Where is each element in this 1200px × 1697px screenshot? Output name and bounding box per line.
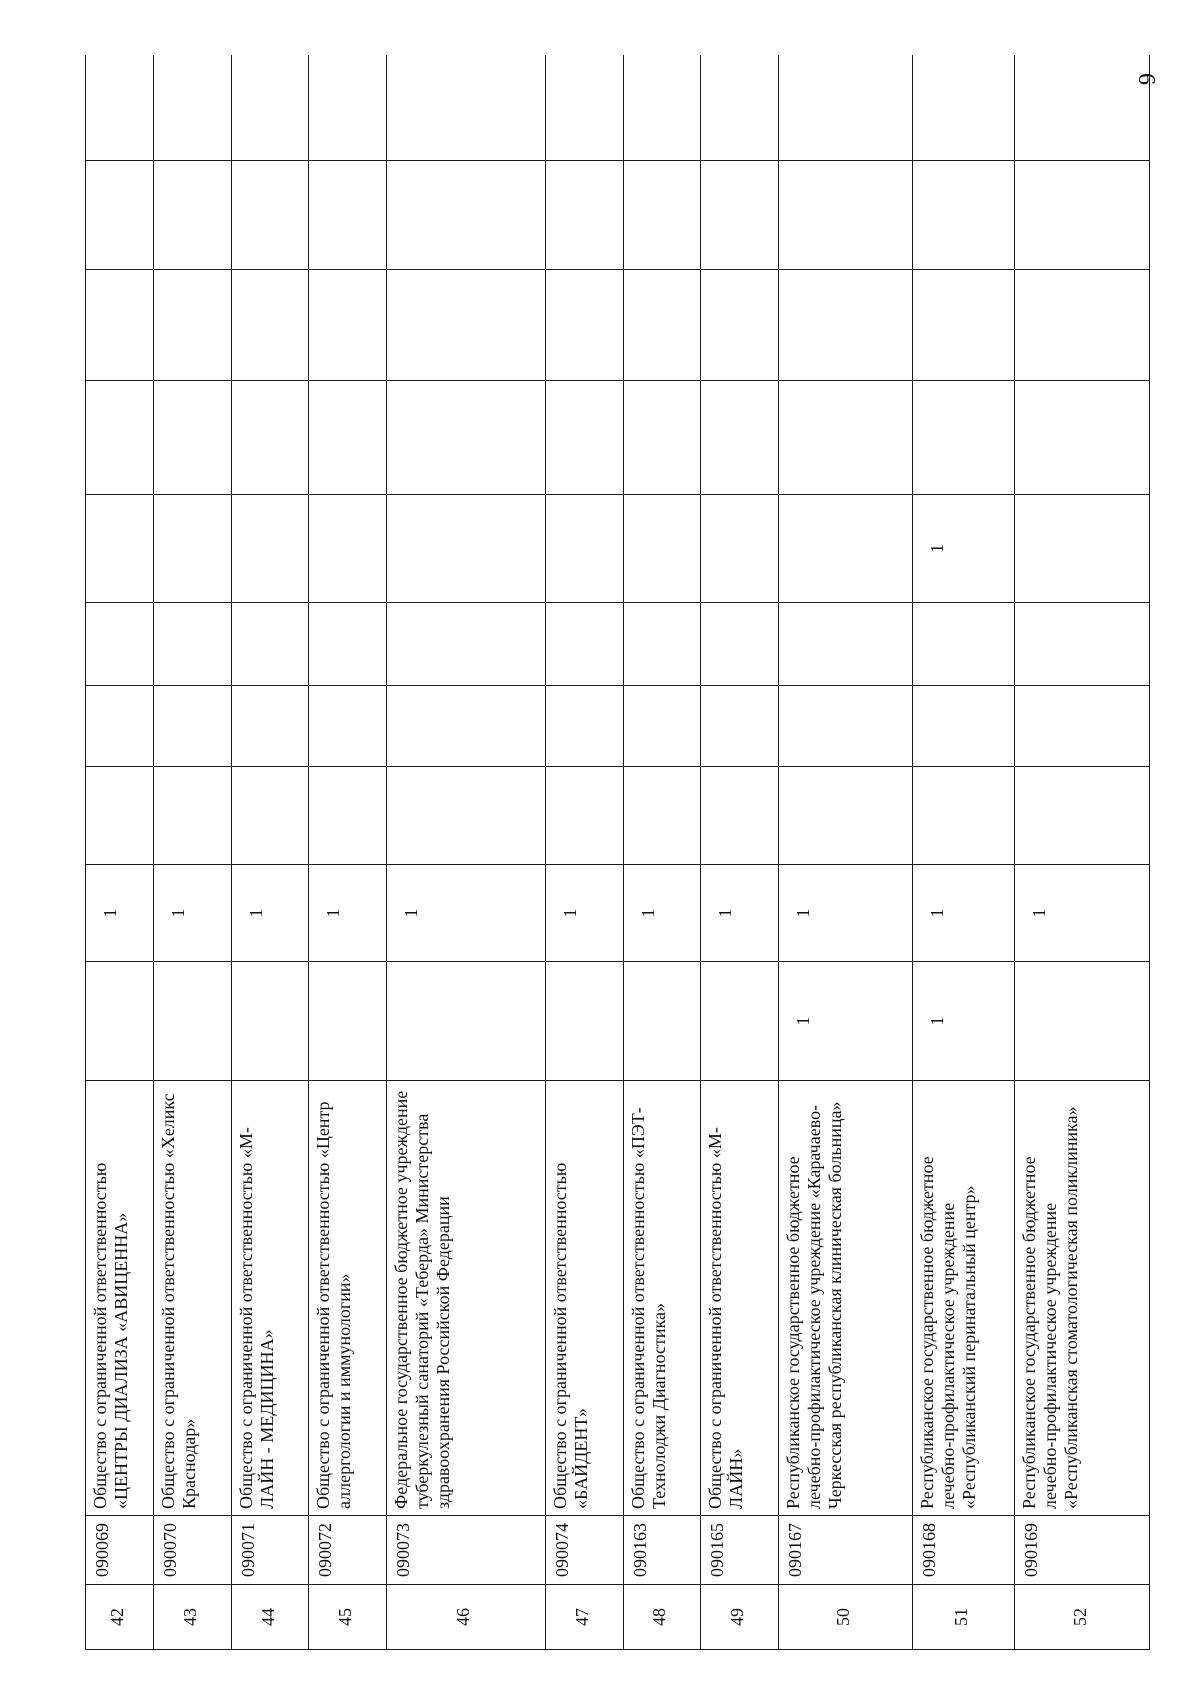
value-cell-col-4 bbox=[546, 686, 623, 767]
value-cell-col-10 bbox=[1015, 55, 1150, 161]
value-cell-col-5 bbox=[623, 603, 700, 686]
value-cell-col-1 bbox=[546, 962, 623, 1081]
value-cell-col-9 bbox=[1015, 161, 1150, 270]
value-cell-col-3 bbox=[701, 767, 778, 865]
row-number: 42 bbox=[86, 1585, 154, 1650]
table-viewport bbox=[85, 55, 1150, 1650]
value-cell-col-4 bbox=[1015, 686, 1150, 767]
value-cell-col-3 bbox=[86, 767, 154, 865]
organizations-table bbox=[85, 55, 1150, 1650]
value-cell-col-3 bbox=[778, 767, 912, 865]
value-cell-col-9 bbox=[154, 161, 231, 270]
value-cell-col-9 bbox=[623, 161, 700, 270]
row-number: 47 bbox=[546, 1585, 623, 1650]
organization-name: Республиканское государственное бюджетное лечебно-профилактическое учреждение «Карачаево-Черкесская республиканская клиническая больница» bbox=[778, 1081, 912, 1516]
organization-code: 090074 bbox=[546, 1516, 623, 1585]
organization-name: Республиканское государственное бюджетное лечебно-профилактическое учреждение «Республиканская стоматологическая поликлиника» bbox=[1015, 1081, 1150, 1516]
value-cell-col-7 bbox=[546, 381, 623, 495]
value-cell-col-2: 1 bbox=[623, 865, 700, 962]
value-cell-col-5 bbox=[86, 603, 154, 686]
value-cell-col-6 bbox=[86, 495, 154, 603]
value-cell-col-4 bbox=[309, 686, 386, 767]
organization-code: 090072 bbox=[309, 1516, 386, 1585]
table-row bbox=[386, 55, 545, 1650]
value-cell-col-10 bbox=[778, 55, 912, 161]
value-cell-col-1 bbox=[231, 962, 308, 1081]
value-cell-col-2: 1 bbox=[546, 865, 623, 962]
value-cell-col-7 bbox=[623, 381, 700, 495]
value-cell-col-9 bbox=[778, 161, 912, 270]
value-cell-col-10 bbox=[623, 55, 700, 161]
value-cell-col-1 bbox=[623, 962, 700, 1081]
value-cell-col-9 bbox=[546, 161, 623, 270]
value-cell-col-10 bbox=[154, 55, 231, 161]
value-cell-col-5 bbox=[154, 603, 231, 686]
value-cell-col-8 bbox=[231, 270, 308, 381]
row-number: 43 bbox=[154, 1585, 231, 1650]
value-cell-col-6 bbox=[1015, 495, 1150, 603]
row-number: 51 bbox=[912, 1585, 1015, 1650]
organization-code: 090165 bbox=[701, 1516, 778, 1585]
table-row bbox=[1015, 55, 1150, 1650]
value-cell-col-3 bbox=[154, 767, 231, 865]
value-cell-col-4 bbox=[86, 686, 154, 767]
value-cell-col-8 bbox=[546, 270, 623, 381]
value-cell-col-2: 1 bbox=[912, 865, 1015, 962]
table-row bbox=[778, 55, 912, 1650]
value-cell-col-1 bbox=[309, 962, 386, 1081]
row-number: 46 bbox=[386, 1585, 545, 1650]
value-cell-col-2: 1 bbox=[1015, 865, 1150, 962]
table-row bbox=[623, 55, 700, 1650]
value-cell-col-2: 1 bbox=[309, 865, 386, 962]
value-cell-col-7 bbox=[309, 381, 386, 495]
value-cell-col-1: 1 bbox=[912, 962, 1015, 1081]
value-cell-col-1 bbox=[701, 962, 778, 1081]
organization-code: 090169 bbox=[1015, 1516, 1150, 1585]
value-cell-col-9 bbox=[912, 161, 1015, 270]
organization-name: Общество с ограниченной ответственностью «ЦЕНТРЫ ДИАЛИЗА «АВИЦЕННА» bbox=[86, 1081, 154, 1516]
organization-name: Федеральное государственное бюджетное учреждение туберкулезный санаторий «Теберда» Министерства здравоохранения Российской Федерации bbox=[386, 1081, 545, 1516]
value-cell-col-8 bbox=[154, 270, 231, 381]
value-cell-col-8 bbox=[701, 270, 778, 381]
value-cell-col-2: 1 bbox=[86, 865, 154, 962]
value-cell-col-7 bbox=[1015, 381, 1150, 495]
row-number: 49 bbox=[701, 1585, 778, 1650]
organization-code: 090069 bbox=[86, 1516, 154, 1585]
value-cell-col-6 bbox=[231, 495, 308, 603]
value-cell-col-3 bbox=[1015, 767, 1150, 865]
value-cell-col-6 bbox=[701, 495, 778, 603]
table-row bbox=[912, 55, 1015, 1650]
value-cell-col-1: 1 bbox=[778, 962, 912, 1081]
value-cell-col-5 bbox=[546, 603, 623, 686]
organization-name: Общество с ограниченной ответственностью «М-ЛАЙН» bbox=[701, 1081, 778, 1516]
value-cell-col-6 bbox=[546, 495, 623, 603]
organization-code: 090071 bbox=[231, 1516, 308, 1585]
value-cell-col-9 bbox=[701, 161, 778, 270]
organization-code: 090167 bbox=[778, 1516, 912, 1585]
value-cell-col-5 bbox=[701, 603, 778, 686]
value-cell-col-8 bbox=[386, 270, 545, 381]
value-cell-col-5 bbox=[386, 603, 545, 686]
value-cell-col-7 bbox=[86, 381, 154, 495]
organization-name: Общество с ограниченной ответственностью «Центр аллергологии и иммунологии» bbox=[309, 1081, 386, 1516]
row-number: 48 bbox=[623, 1585, 700, 1650]
value-cell-col-8 bbox=[309, 270, 386, 381]
table-row bbox=[86, 55, 154, 1650]
value-cell-col-4 bbox=[912, 686, 1015, 767]
organization-code: 090168 bbox=[912, 1516, 1015, 1585]
value-cell-col-6 bbox=[154, 495, 231, 603]
value-cell-col-7 bbox=[154, 381, 231, 495]
value-cell-col-1 bbox=[386, 962, 545, 1081]
value-cell-col-4 bbox=[231, 686, 308, 767]
table-row bbox=[154, 55, 231, 1650]
page-number: 6 bbox=[1133, 73, 1159, 85]
value-cell-col-7 bbox=[912, 381, 1015, 495]
value-cell-col-6 bbox=[623, 495, 700, 603]
value-cell-col-5 bbox=[231, 603, 308, 686]
row-number: 52 bbox=[1015, 1585, 1150, 1650]
value-cell-col-9 bbox=[309, 161, 386, 270]
table-row bbox=[701, 55, 778, 1650]
organization-code: 090073 bbox=[386, 1516, 545, 1585]
value-cell-col-10 bbox=[701, 55, 778, 161]
value-cell-col-9 bbox=[86, 161, 154, 270]
value-cell-col-6 bbox=[309, 495, 386, 603]
value-cell-col-6: 1 bbox=[912, 495, 1015, 603]
value-cell-col-7 bbox=[231, 381, 308, 495]
value-cell-col-1 bbox=[154, 962, 231, 1081]
organization-name: Общество с ограниченной ответственностью «Хеликс Краснодар» bbox=[154, 1081, 231, 1516]
table-row bbox=[546, 55, 623, 1650]
row-number: 50 bbox=[778, 1585, 912, 1650]
value-cell-col-7 bbox=[778, 381, 912, 495]
organization-code: 090163 bbox=[623, 1516, 700, 1585]
value-cell-col-9 bbox=[386, 161, 545, 270]
rotated-table-container bbox=[85, 55, 1150, 1650]
value-cell-col-5 bbox=[912, 603, 1015, 686]
value-cell-col-10 bbox=[231, 55, 308, 161]
value-cell-col-9 bbox=[231, 161, 308, 270]
value-cell-col-10 bbox=[386, 55, 545, 161]
value-cell-col-2: 1 bbox=[778, 865, 912, 962]
organization-name: Общество с ограниченной ответственностью «ПЭТ-Технолоджи Диагностика» bbox=[623, 1081, 700, 1516]
table-body bbox=[86, 55, 1150, 1650]
value-cell-col-4 bbox=[154, 686, 231, 767]
value-cell-col-8 bbox=[1015, 270, 1150, 381]
value-cell-col-5 bbox=[778, 603, 912, 686]
value-cell-col-8 bbox=[912, 270, 1015, 381]
value-cell-col-1 bbox=[1015, 962, 1150, 1081]
value-cell-col-10 bbox=[86, 55, 154, 161]
value-cell-col-3 bbox=[546, 767, 623, 865]
value-cell-col-4 bbox=[701, 686, 778, 767]
table-row bbox=[231, 55, 308, 1650]
value-cell-col-5 bbox=[309, 603, 386, 686]
row-number: 44 bbox=[231, 1585, 308, 1650]
value-cell-col-1 bbox=[86, 962, 154, 1081]
value-cell-col-8 bbox=[623, 270, 700, 381]
value-cell-col-6 bbox=[778, 495, 912, 603]
value-cell-col-10 bbox=[546, 55, 623, 161]
table-row bbox=[309, 55, 386, 1650]
value-cell-col-3 bbox=[623, 767, 700, 865]
value-cell-col-3 bbox=[912, 767, 1015, 865]
value-cell-col-8 bbox=[778, 270, 912, 381]
value-cell-col-2: 1 bbox=[231, 865, 308, 962]
value-cell-col-2: 1 bbox=[154, 865, 231, 962]
value-cell-col-3 bbox=[309, 767, 386, 865]
value-cell-col-7 bbox=[701, 381, 778, 495]
organization-name: Общество с ограниченной ответственностью «М-ЛАЙН - МЕДИЦИНА» bbox=[231, 1081, 308, 1516]
value-cell-col-3 bbox=[386, 767, 545, 865]
value-cell-col-4 bbox=[623, 686, 700, 767]
value-cell-col-2: 1 bbox=[701, 865, 778, 962]
value-cell-col-4 bbox=[386, 686, 545, 767]
value-cell-col-5 bbox=[1015, 603, 1150, 686]
value-cell-col-4 bbox=[778, 686, 912, 767]
row-number: 45 bbox=[309, 1585, 386, 1650]
value-cell-col-2: 1 bbox=[386, 865, 545, 962]
organization-code: 090070 bbox=[154, 1516, 231, 1585]
organization-name: Общество с ограниченной ответственностью «БАЙДЕНТ» bbox=[546, 1081, 623, 1516]
value-cell-col-6 bbox=[386, 495, 545, 603]
value-cell-col-7 bbox=[386, 381, 545, 495]
value-cell-col-10 bbox=[912, 55, 1015, 161]
value-cell-col-8 bbox=[86, 270, 154, 381]
value-cell-col-10 bbox=[309, 55, 386, 161]
organization-name: Республиканское государственное бюджетное лечебно-профилактическое учреждение «Республиканский перинатальный центр» bbox=[912, 1081, 1015, 1516]
value-cell-col-3 bbox=[231, 767, 308, 865]
